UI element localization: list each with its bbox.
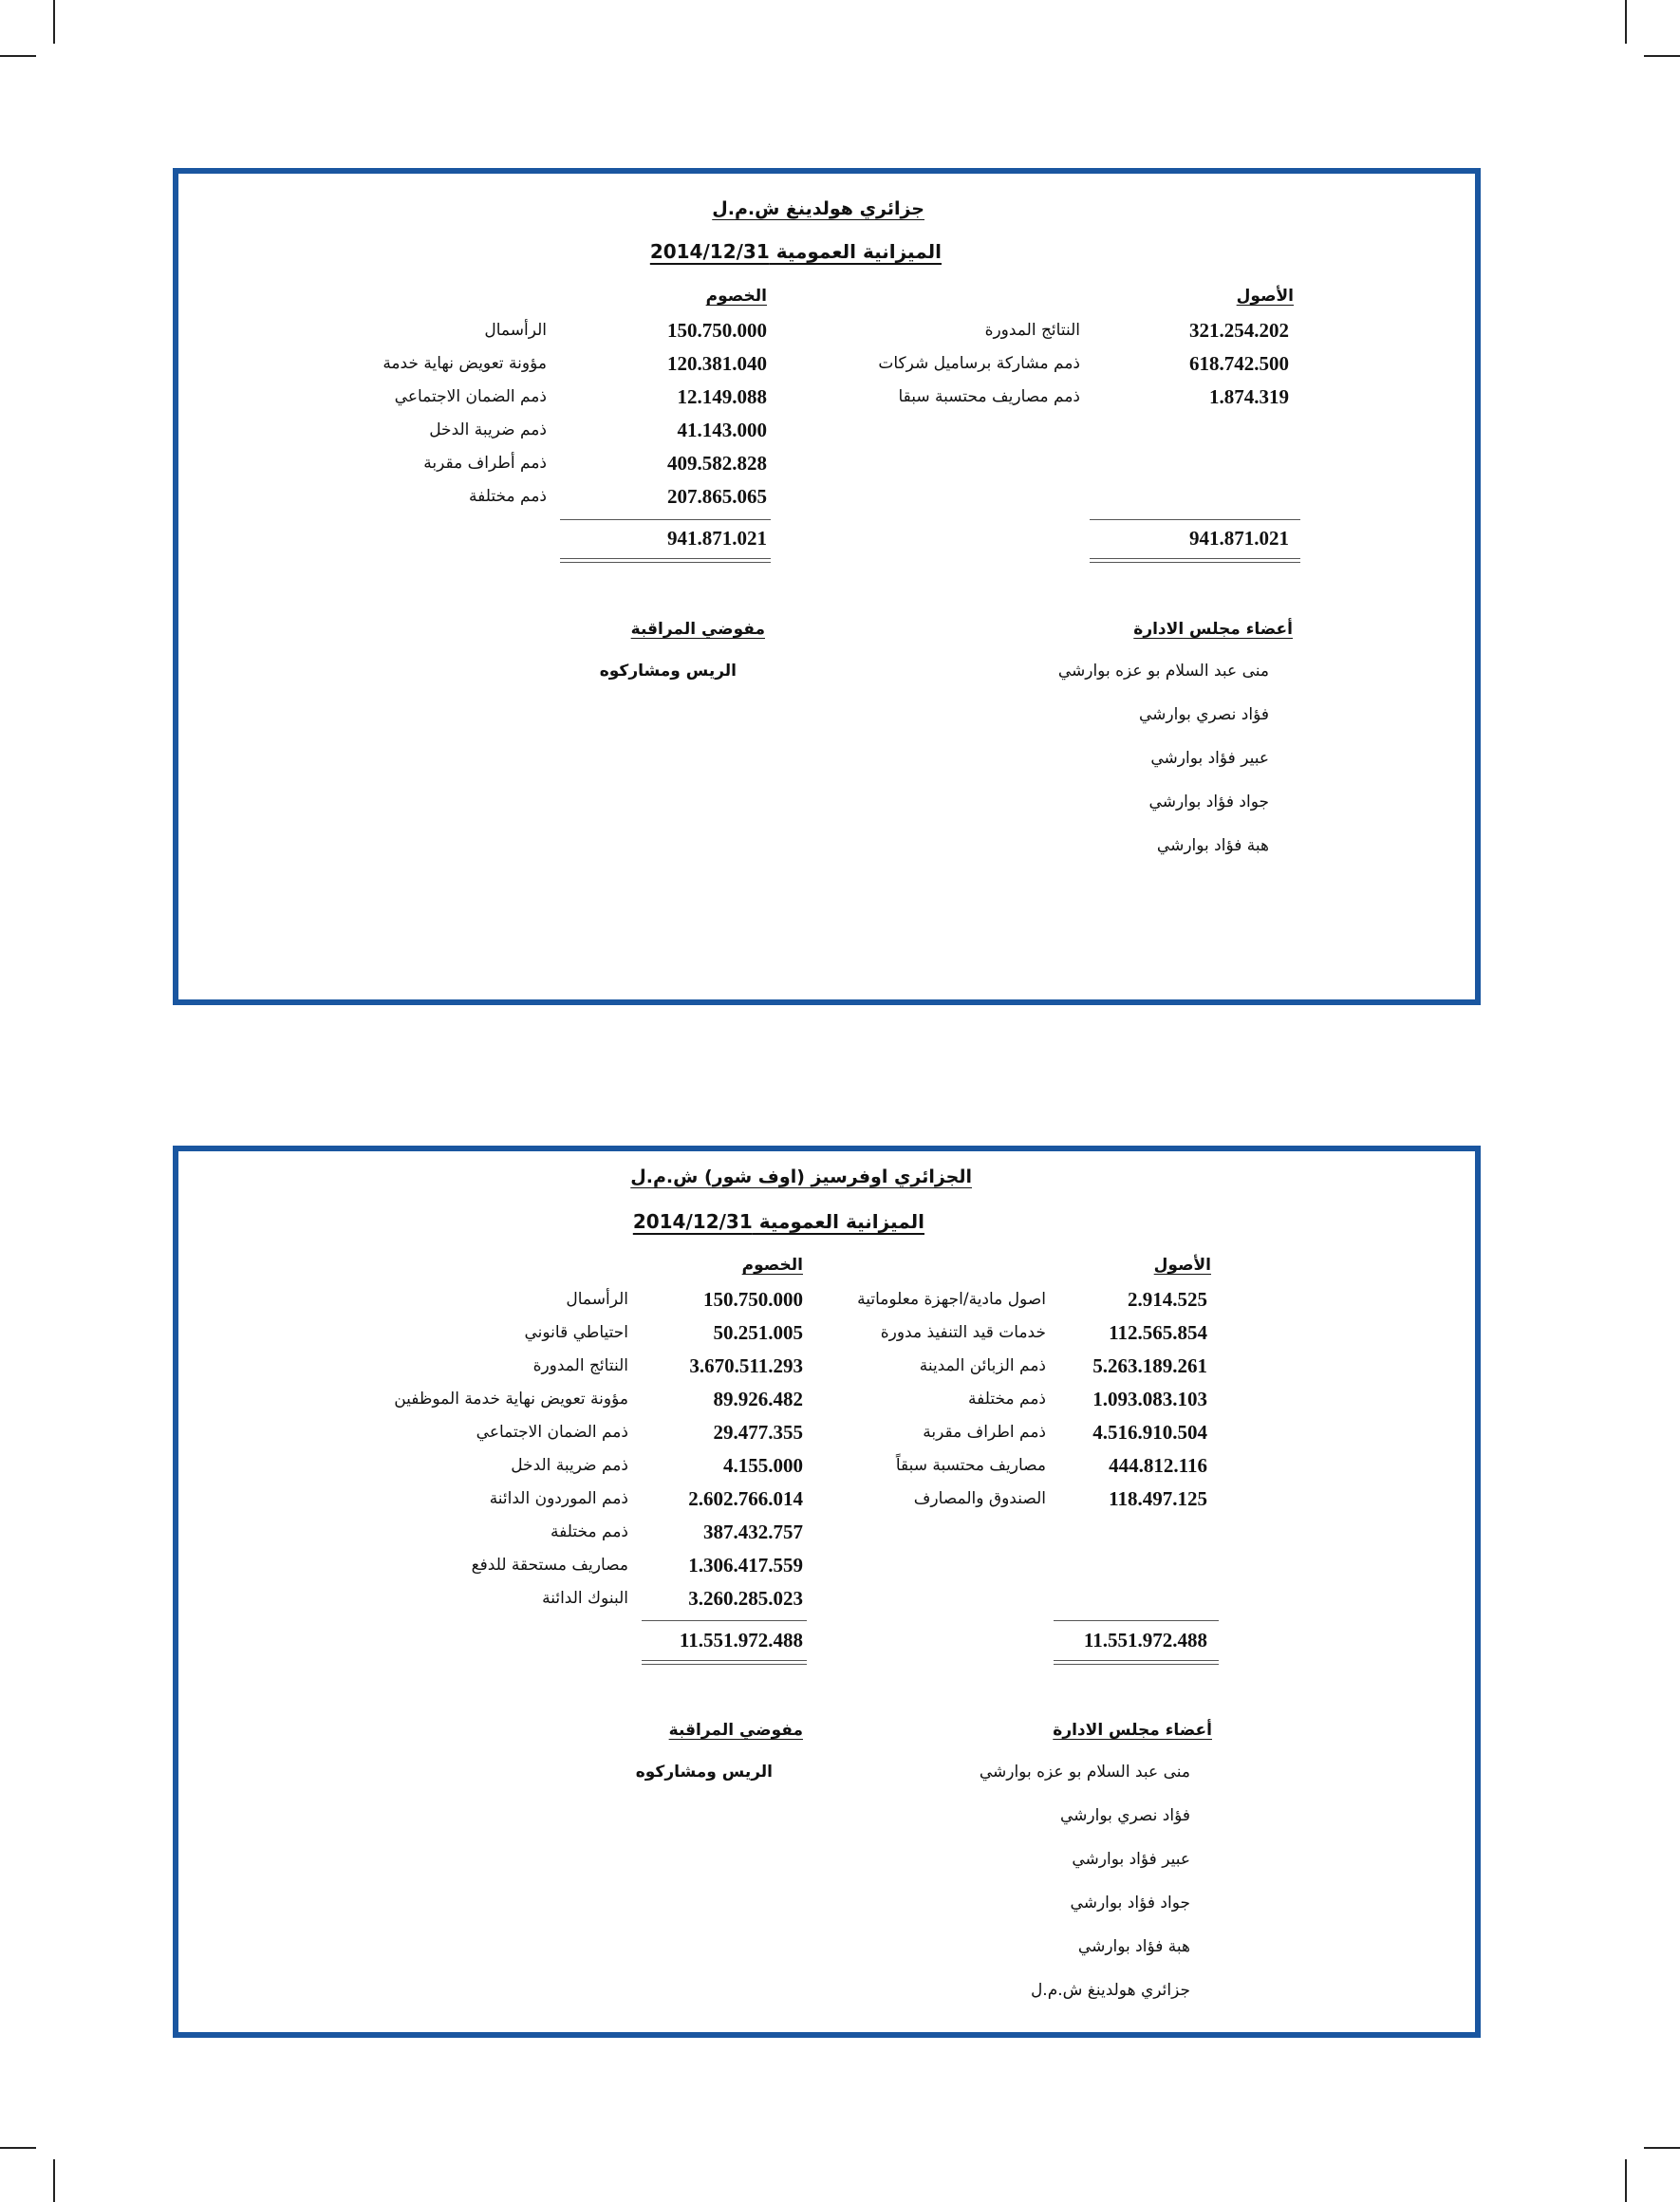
board-heading: أعضاء مجلس الادارة bbox=[1053, 1721, 1212, 1740]
board-member: عبير فؤاد بوارشي bbox=[1072, 1850, 1190, 1869]
asset-label: ذمم مشاركة برساميل شركات bbox=[878, 354, 1080, 373]
liability-value: 1.306.417.559 bbox=[688, 1554, 803, 1577]
liability-label: ذمم ضريبة الدخل bbox=[511, 1456, 628, 1475]
liability-value: 150.750.000 bbox=[703, 1288, 803, 1311]
liabilities-heading: الخصوم bbox=[705, 287, 767, 306]
balance-sheet-2 bbox=[173, 1146, 1481, 2038]
liability-value: 387.432.757 bbox=[703, 1521, 803, 1543]
assets-heading: الأصول bbox=[1153, 1256, 1211, 1275]
asset-label: ذمم مختلفة bbox=[968, 1390, 1046, 1409]
statement-title: الميزانية العمومية 2014/12/31 bbox=[632, 1210, 924, 1233]
board-member: جواد فؤاد بوارشي bbox=[1070, 1894, 1190, 1913]
assets-total: 941.871.021 bbox=[1189, 527, 1289, 550]
liability-label: احتياطي قانوني bbox=[524, 1323, 628, 1342]
asset-value: 321.254.202 bbox=[1189, 319, 1289, 342]
liability-label: ذمم أطراف مقربة bbox=[423, 454, 547, 473]
total-rule bbox=[1090, 519, 1300, 520]
crop-mark bbox=[53, 0, 55, 44]
liability-value: 150.750.000 bbox=[667, 319, 767, 342]
liability-label: ذمم الموردون الدائنة bbox=[489, 1489, 628, 1508]
crop-mark bbox=[0, 2147, 36, 2149]
crop-mark bbox=[0, 55, 36, 57]
double-rule bbox=[642, 1660, 807, 1665]
liability-value: 207.865.065 bbox=[667, 485, 767, 508]
crop-mark bbox=[53, 2159, 55, 2202]
liability-value: 12.149.088 bbox=[677, 385, 767, 408]
liability-label: النتائج المدورة bbox=[532, 1356, 628, 1375]
liability-label: ذمم الضمان الاجتماعي bbox=[394, 387, 547, 406]
liability-label: ذمم ضريبة الدخل bbox=[429, 420, 547, 439]
asset-label: خدمات قيد التنفيذ مدورة bbox=[880, 1323, 1046, 1342]
liability-label: مؤونة تعويض نهاية خدمة bbox=[383, 354, 547, 373]
asset-value: 112.565.854 bbox=[1109, 1321, 1207, 1344]
company-name: الجزائري اوفرسيز (اوف شور) ش.م.ل bbox=[630, 1166, 972, 1187]
board-heading: أعضاء مجلس الادارة bbox=[1133, 620, 1293, 639]
liability-value: 41.143.000 bbox=[677, 419, 767, 441]
board-member: عبير فؤاد بوارشي bbox=[1150, 749, 1269, 768]
asset-value: 1.874.319 bbox=[1209, 385, 1289, 408]
balance-sheet-1 bbox=[173, 168, 1481, 1005]
asset-value: 1.093.083.103 bbox=[1092, 1388, 1207, 1410]
board-member: جواد فؤاد بوارشي bbox=[1148, 793, 1269, 812]
liability-label: ذمم مختلفة bbox=[469, 487, 547, 506]
asset-label: ذمم الزبائن المدينة bbox=[919, 1356, 1046, 1375]
asset-label: ذمم مصاريف محتسبة سبقا bbox=[898, 387, 1080, 406]
board-member: منى عبد السلام بو عزه بوارشي bbox=[1057, 662, 1269, 681]
liability-label: ذمم مختلفة bbox=[551, 1522, 628, 1541]
assets-heading: الأصول bbox=[1236, 287, 1294, 306]
liability-label: ذمم الضمان الاجتماعي bbox=[476, 1423, 628, 1442]
total-rule bbox=[642, 1620, 807, 1621]
double-rule bbox=[560, 558, 771, 563]
liability-label: الرأسمال bbox=[484, 321, 547, 340]
liability-value: 120.381.040 bbox=[667, 352, 767, 375]
liability-label: مؤونة تعويض نهاية خدمة الموظفين bbox=[394, 1390, 628, 1409]
liability-value: 409.582.828 bbox=[667, 452, 767, 475]
asset-label: ذمم اطراف مقربة bbox=[923, 1423, 1046, 1442]
board-member: جزائري هولدينغ ش.م.ل bbox=[1030, 1981, 1190, 2000]
liability-value: 29.477.355 bbox=[713, 1421, 803, 1444]
auditors-heading: مفوضي المراقبة bbox=[668, 1721, 803, 1740]
asset-value: 4.516.910.504 bbox=[1092, 1421, 1207, 1444]
double-rule bbox=[1054, 1660, 1219, 1665]
asset-value: 444.812.116 bbox=[1109, 1454, 1207, 1477]
company-name: جزائري هولدينغ ش.م.ل bbox=[712, 198, 924, 219]
crop-mark bbox=[1644, 2147, 1680, 2149]
liability-value: 4.155.000 bbox=[723, 1454, 803, 1477]
liability-value: 3.670.511.293 bbox=[689, 1354, 803, 1377]
statement-title: الميزانية العمومية 2014/12/31 bbox=[649, 240, 942, 263]
board-member: فؤاد نصري بوارشي bbox=[1059, 1806, 1190, 1825]
assets-total: 11.551.972.488 bbox=[1083, 1629, 1207, 1652]
total-rule bbox=[560, 519, 771, 520]
crop-mark bbox=[1625, 0, 1627, 44]
board-member: هبة فؤاد بوارشي bbox=[1077, 1937, 1190, 1956]
liability-value: 89.926.482 bbox=[713, 1388, 803, 1410]
liability-value: 2.602.766.014 bbox=[688, 1487, 803, 1510]
crop-mark bbox=[1625, 2159, 1627, 2202]
asset-label: مصاريف محتسبة سبقاً bbox=[895, 1456, 1046, 1475]
auditor-name: الريس ومشاركوه bbox=[635, 1763, 773, 1782]
asset-value: 2.914.525 bbox=[1128, 1288, 1207, 1311]
liabilities-total: 11.551.972.488 bbox=[679, 1629, 803, 1652]
double-rule bbox=[1090, 558, 1300, 563]
asset-label: اصول مادية/اجهزة معلوماتية bbox=[857, 1290, 1046, 1309]
asset-value: 618.742.500 bbox=[1189, 352, 1289, 375]
liability-label: مصاريف مستحقة للدفع bbox=[471, 1556, 628, 1575]
total-rule bbox=[1054, 1620, 1219, 1621]
auditors-heading: مفوضي المراقبة bbox=[630, 620, 765, 639]
liability-label: الرأسمال bbox=[566, 1290, 628, 1309]
board-member: فؤاد نصري بوارشي bbox=[1138, 705, 1269, 724]
asset-label: النتائج المدورة bbox=[984, 321, 1080, 340]
board-member: هبة فؤاد بوارشي bbox=[1156, 836, 1269, 855]
asset-value: 5.263.189.261 bbox=[1092, 1354, 1207, 1377]
liability-value: 3.260.285.023 bbox=[688, 1587, 803, 1610]
liabilities-heading: الخصوم bbox=[741, 1256, 803, 1275]
auditor-name: الريس ومشاركوه bbox=[599, 662, 737, 681]
asset-label: الصندوق والمصارف bbox=[913, 1489, 1046, 1508]
liability-label: البنوك الدائنة bbox=[542, 1589, 628, 1608]
board-member: منى عبد السلام بو عزه بوارشي bbox=[979, 1763, 1190, 1782]
liabilities-total: 941.871.021 bbox=[667, 527, 767, 550]
crop-mark bbox=[1644, 55, 1680, 57]
asset-value: 118.497.125 bbox=[1109, 1487, 1207, 1510]
liability-value: 50.251.005 bbox=[713, 1321, 803, 1344]
